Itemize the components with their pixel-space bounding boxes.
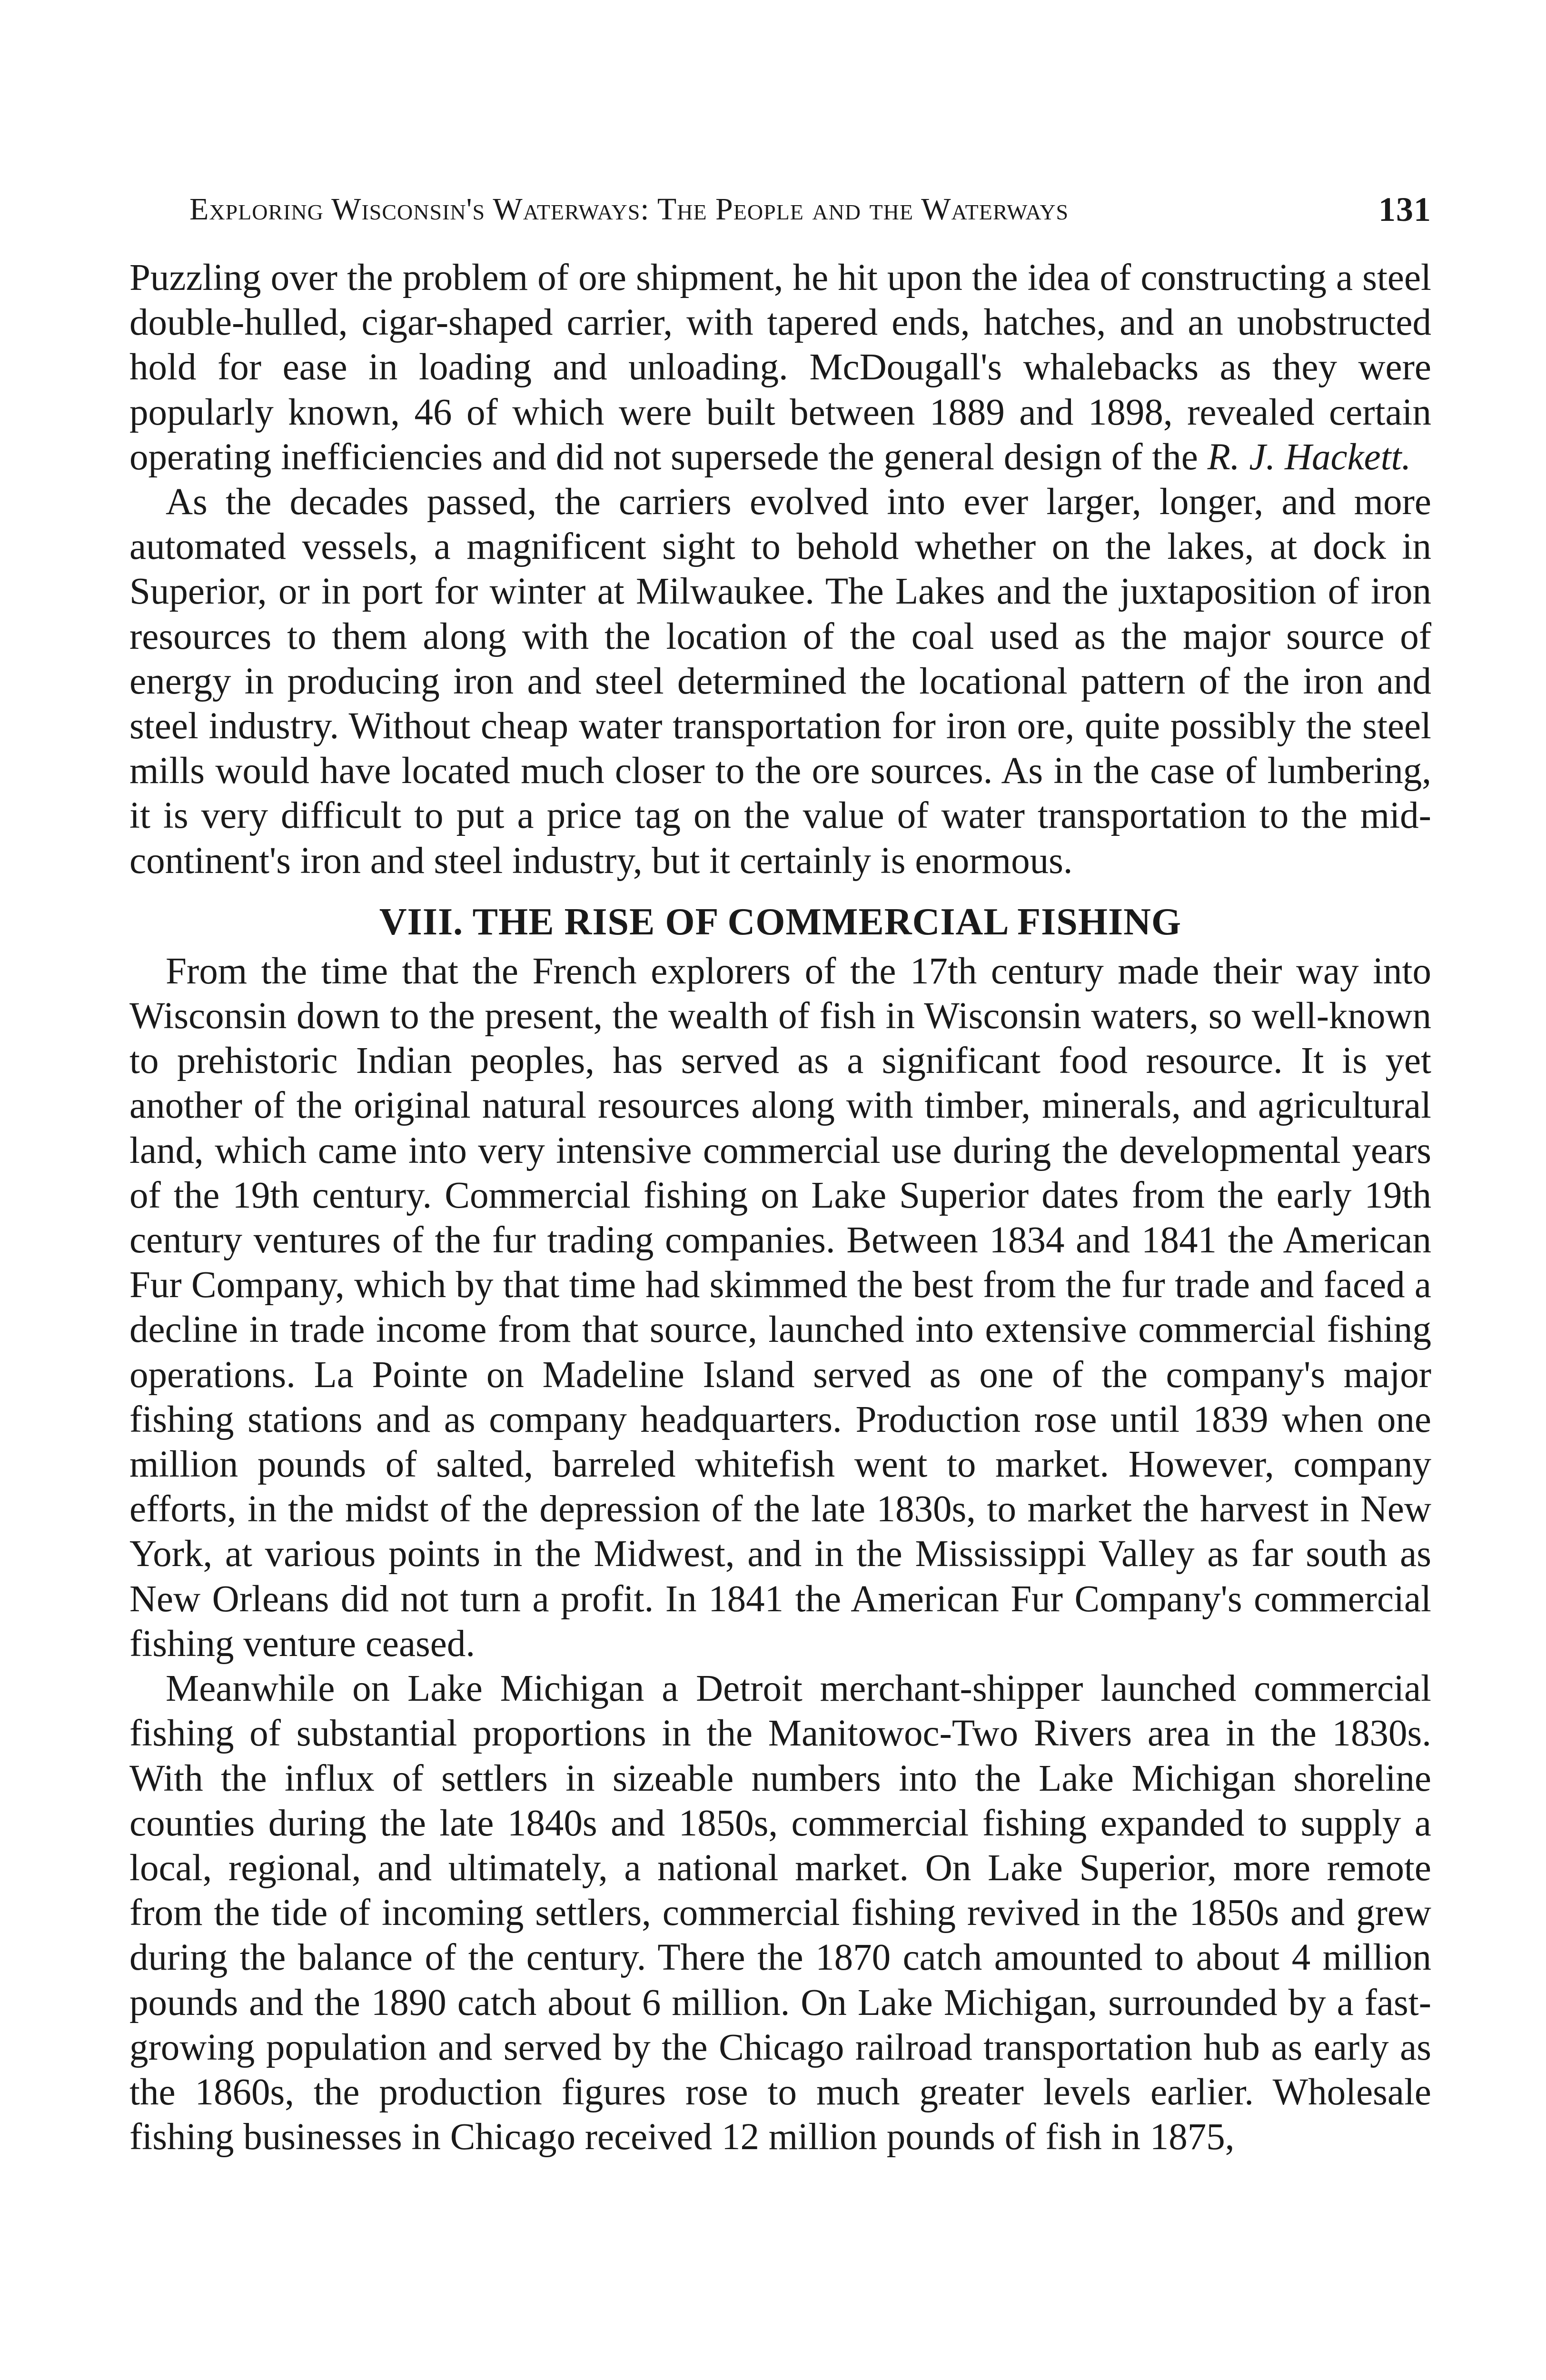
ship-name: R. J. Hackett.	[1207, 436, 1411, 478]
paragraph-whalebacks	[129, 256, 1431, 480]
page-number: 131	[1378, 190, 1431, 228]
section-heading: VIII. THE RISE OF COMMERCIAL FISHING	[379, 901, 1182, 943]
paragraph-text: Puzzling over the problem of ore shipment, he hit upon the idea of constructing a steel double-hulled, cigar-shaped carrier, with tapered ends, hatches, and an unobstructed hold for ease in loading and unloading. McDougall's whalebacks as they were popularly known, 46 of which were built between 1889 and 1898, revealed certain operating inefficiencies and did not supersede the general design of the	[129, 257, 1431, 478]
paragraph-carriers: As the decades passed, the carriers evolved into ever larger, longer, and more automated vessels, a magnificent sight to behold whether on the lakes, at dock in Superior, or in port for winter at Milwaukee. The Lakes and the juxtaposition of iron resources to them along with the location of the coal used as the major source of energy in producing iron and steel determined the locational pattern of the iron and steel industry. Without cheap water transportation for iron ore, quite possibly the steel mills would have located much closer to the ore sources. As in the case of lumbering, it is very difficult to put a price tag on the value of water transportation to the mid-continent's iron and steel industry, but it certainly is enormous.	[129, 481, 1431, 882]
running-header	[129, 188, 1431, 231]
paragraph-fishing-history: From the time that the French explorers of the 17th century made their way into Wisconsin down to the present, the wealth of fish in Wisconsin waters, so well-known to prehistoric Indian peoples, has served as a significant food resource. It is yet another of the original natural resources along with timber, minerals, and agricultural land, which came into very intensive commercial use during the developmental years of the 19th century. Commercial fishing on Lake Superior dates from the early 19th century ventures of the fur trading companies. Between 1834 and 1841 the American Fur Company, which by that time had skimmed the best from the fur trade and faced a decline in trade income from that source, launched into extensive commercial fishing operations. La Pointe on Madeline Island served as one of the company's major fishing stations and as company headquarters. Production rose until 1839 when one million pounds of salted, barreled whitefish went to market. However, company efforts, in the midst of the depression of the late 1830s, to market the harvest in New York, at various points in the Midwest, and in the Mississippi Valley as far south as New Orleans did not turn a profit. In 1841 the American Fur Company's commercial fishing venture ceased.	[129, 950, 1431, 1665]
paragraph-lake-michigan: Meanwhile on Lake Michigan a Detroit merchant-shipper launched commercial fishing of substantial proportions in the Manitowoc-Two Rivers area in the 1830s. With the influx of settlers in sizeable numbers into the Lake Michigan shoreline counties during the late 1840s and 1850s, commercial fishing expanded to supply a local, regional, and ultimately, a national market. On Lake Superior, more remote from the tide of incoming settlers, commercial fishing revived in the 1850s and grew during the balance of the century. There the 1870 catch amounted to about 4 million pounds and the 1890 catch about 6 million. On Lake Michigan, surrounded by a fast-growing population and served by the Chicago railroad transportation hub as early as the 1860s, the production figures rose to much greater levels earlier. Wholesale fishing businesses in Chicago received 12 million pounds of fish in 1875,	[129, 1668, 1431, 2158]
running-title: Exploring Wisconsin's Waterways: The People and the Waterways	[189, 192, 1069, 227]
book-page	[129, 188, 1431, 2160]
body-text	[129, 256, 1431, 2160]
